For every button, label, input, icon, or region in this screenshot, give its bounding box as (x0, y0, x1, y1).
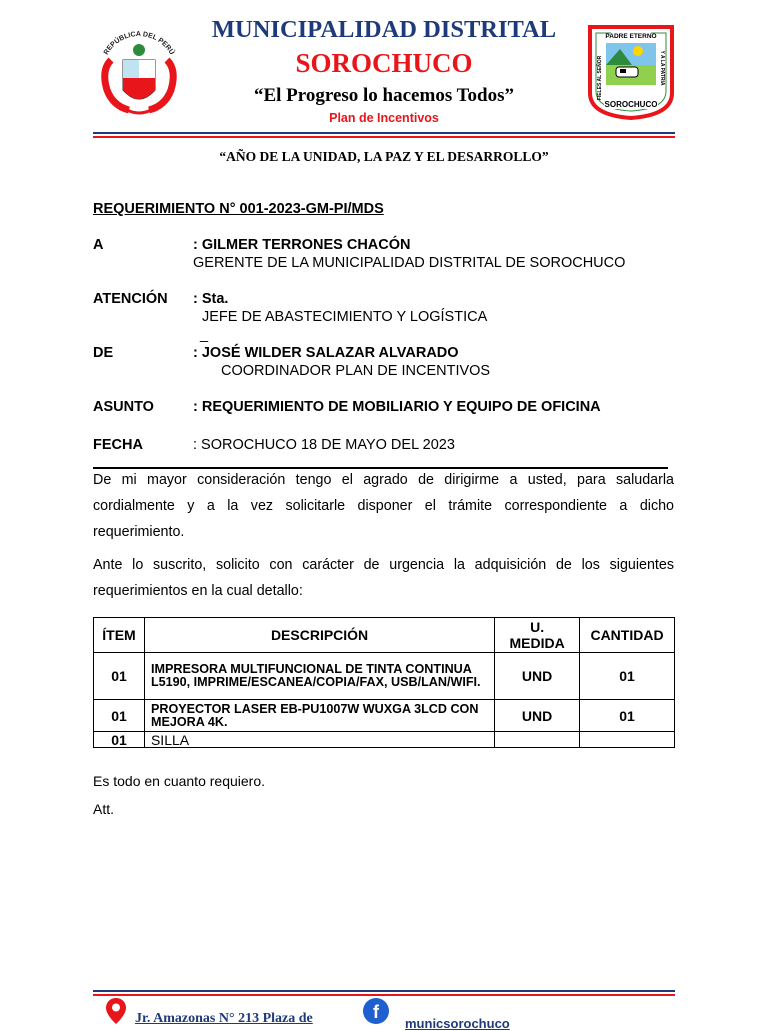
table-row (94, 700, 675, 732)
request-line-2: requerimientos en la cual detallo: (93, 583, 303, 599)
sorochuco-seal-logo (586, 23, 676, 120)
from-label: DE (93, 345, 114, 361)
municipality-title: MUNICIPALIDAD DISTRITAL (211, 16, 557, 43)
table-row (94, 732, 675, 748)
header-rule-blue (93, 132, 675, 134)
slogan: “El Progreso lo hacemos Todos” (253, 85, 515, 106)
greeting-line-3: requerimiento. (93, 524, 185, 540)
to-role: GERENTE DE LA MUNICIPALIDAD DISTRITAL DE SOROCHUCO (193, 255, 626, 271)
request-line-1: Ante lo suscrito, solicito con carácter de urgencia la adquisición de los siguientes (93, 557, 674, 573)
svg-text:f: f (373, 1002, 379, 1022)
seal-right-text: Y A LA PATRIA (659, 50, 665, 86)
attention-name: : Sta. (193, 291, 229, 307)
from-role: COORDINADOR PLAN DE INCENTIVOS (221, 363, 491, 379)
greeting-line-1: De mi mayor consideración tengo el agrado de dirigirme a usted, para saludarla (93, 472, 674, 488)
row-unit: UND (495, 653, 580, 700)
footer-rule-blue (93, 990, 675, 992)
row-quantity: 01 (580, 700, 675, 732)
row-item: 01 (94, 700, 145, 732)
row-unit (495, 732, 580, 748)
year-motto: “AÑO DE LA UNIDAD, LA PAZ Y EL DESARROLLO” (219, 149, 549, 164)
seal-top-text: PADRE ETERNO (605, 33, 657, 40)
footer-rule-red (93, 994, 675, 996)
col-header-quantity: CANTIDAD (580, 618, 675, 653)
col-header-item: ÍTEM (94, 618, 145, 653)
program-name: Plan de Incentivos (329, 111, 439, 125)
closing-text: Es todo en cuanto requiero. (93, 773, 266, 789)
location-pin-icon (105, 997, 127, 1024)
col-header-description: DESCRIPCIÓN (144, 618, 494, 653)
row-item: 01 (94, 653, 145, 700)
attention-role: JEFE DE ABASTECIMIENTO Y LOGÍSTICA (202, 309, 488, 325)
row-quantity (580, 732, 675, 748)
row-unit: UND (495, 700, 580, 732)
facebook-icon[interactable] (363, 998, 389, 1024)
seal-left-text: FIELES AL SEÑOR (597, 55, 603, 101)
row-description: IMPRESORA MULTIFUNCIONAL DE TINTA CONTINUA L5190, IMPRIME/ESCANEA/COPIA/FAX, USB/LAN/WIFI. (144, 653, 494, 700)
greeting-paragraph (93, 467, 674, 545)
row-quantity: 01 (580, 653, 675, 700)
greeting-line-2: cordialmente y a la vez solicitarle disponer el trámite correspondiente a dicho (93, 498, 674, 514)
request-paragraph (93, 552, 674, 604)
row-description: SILLA (144, 732, 494, 748)
date-label: FECHA (93, 437, 143, 453)
seal-bottom-text: SOROCHUCO (604, 100, 658, 109)
row-item: 01 (94, 732, 145, 748)
date: : SOROCHUCO 18 DE MAYO DEL 2023 (193, 437, 455, 453)
to-name: : GILMER TERRONES CHACÓN (193, 237, 411, 253)
attention-label: ATENCIÓN (93, 291, 168, 307)
requirement-number: REQUERIMIENTO N° 001-2023-GM-PI/MDS (93, 201, 384, 217)
crest-text: REPÚBLICA DEL PERÚ (102, 30, 176, 57)
footer-social[interactable]: municsorochuco (405, 1016, 510, 1031)
subject: : REQUERIMIENTO DE MOBILIARIO Y EQUIPO DE OFICINA (193, 399, 601, 415)
footer-address: Jr. Amazonas N° 213 Plaza de (135, 1011, 313, 1026)
closing-att: Att. (93, 801, 115, 817)
table-row (94, 653, 675, 700)
district-title: SOROCHUCO (295, 48, 473, 78)
requirements-table (93, 617, 675, 748)
row-description: PROYECTOR LASER EB-PU1007W WUXGA 3LCD CON MEJORA 4K. (144, 700, 494, 732)
col-header-unit: U. MEDIDA (495, 618, 580, 653)
table-header-row (94, 618, 675, 653)
attention-dash: _ (200, 327, 209, 343)
subject-label: ASUNTO (93, 399, 154, 415)
from-name: : JOSÉ WILDER SALAZAR ALVARADO (193, 345, 459, 361)
header-rule-red (93, 136, 675, 138)
to-label: A (93, 237, 104, 253)
